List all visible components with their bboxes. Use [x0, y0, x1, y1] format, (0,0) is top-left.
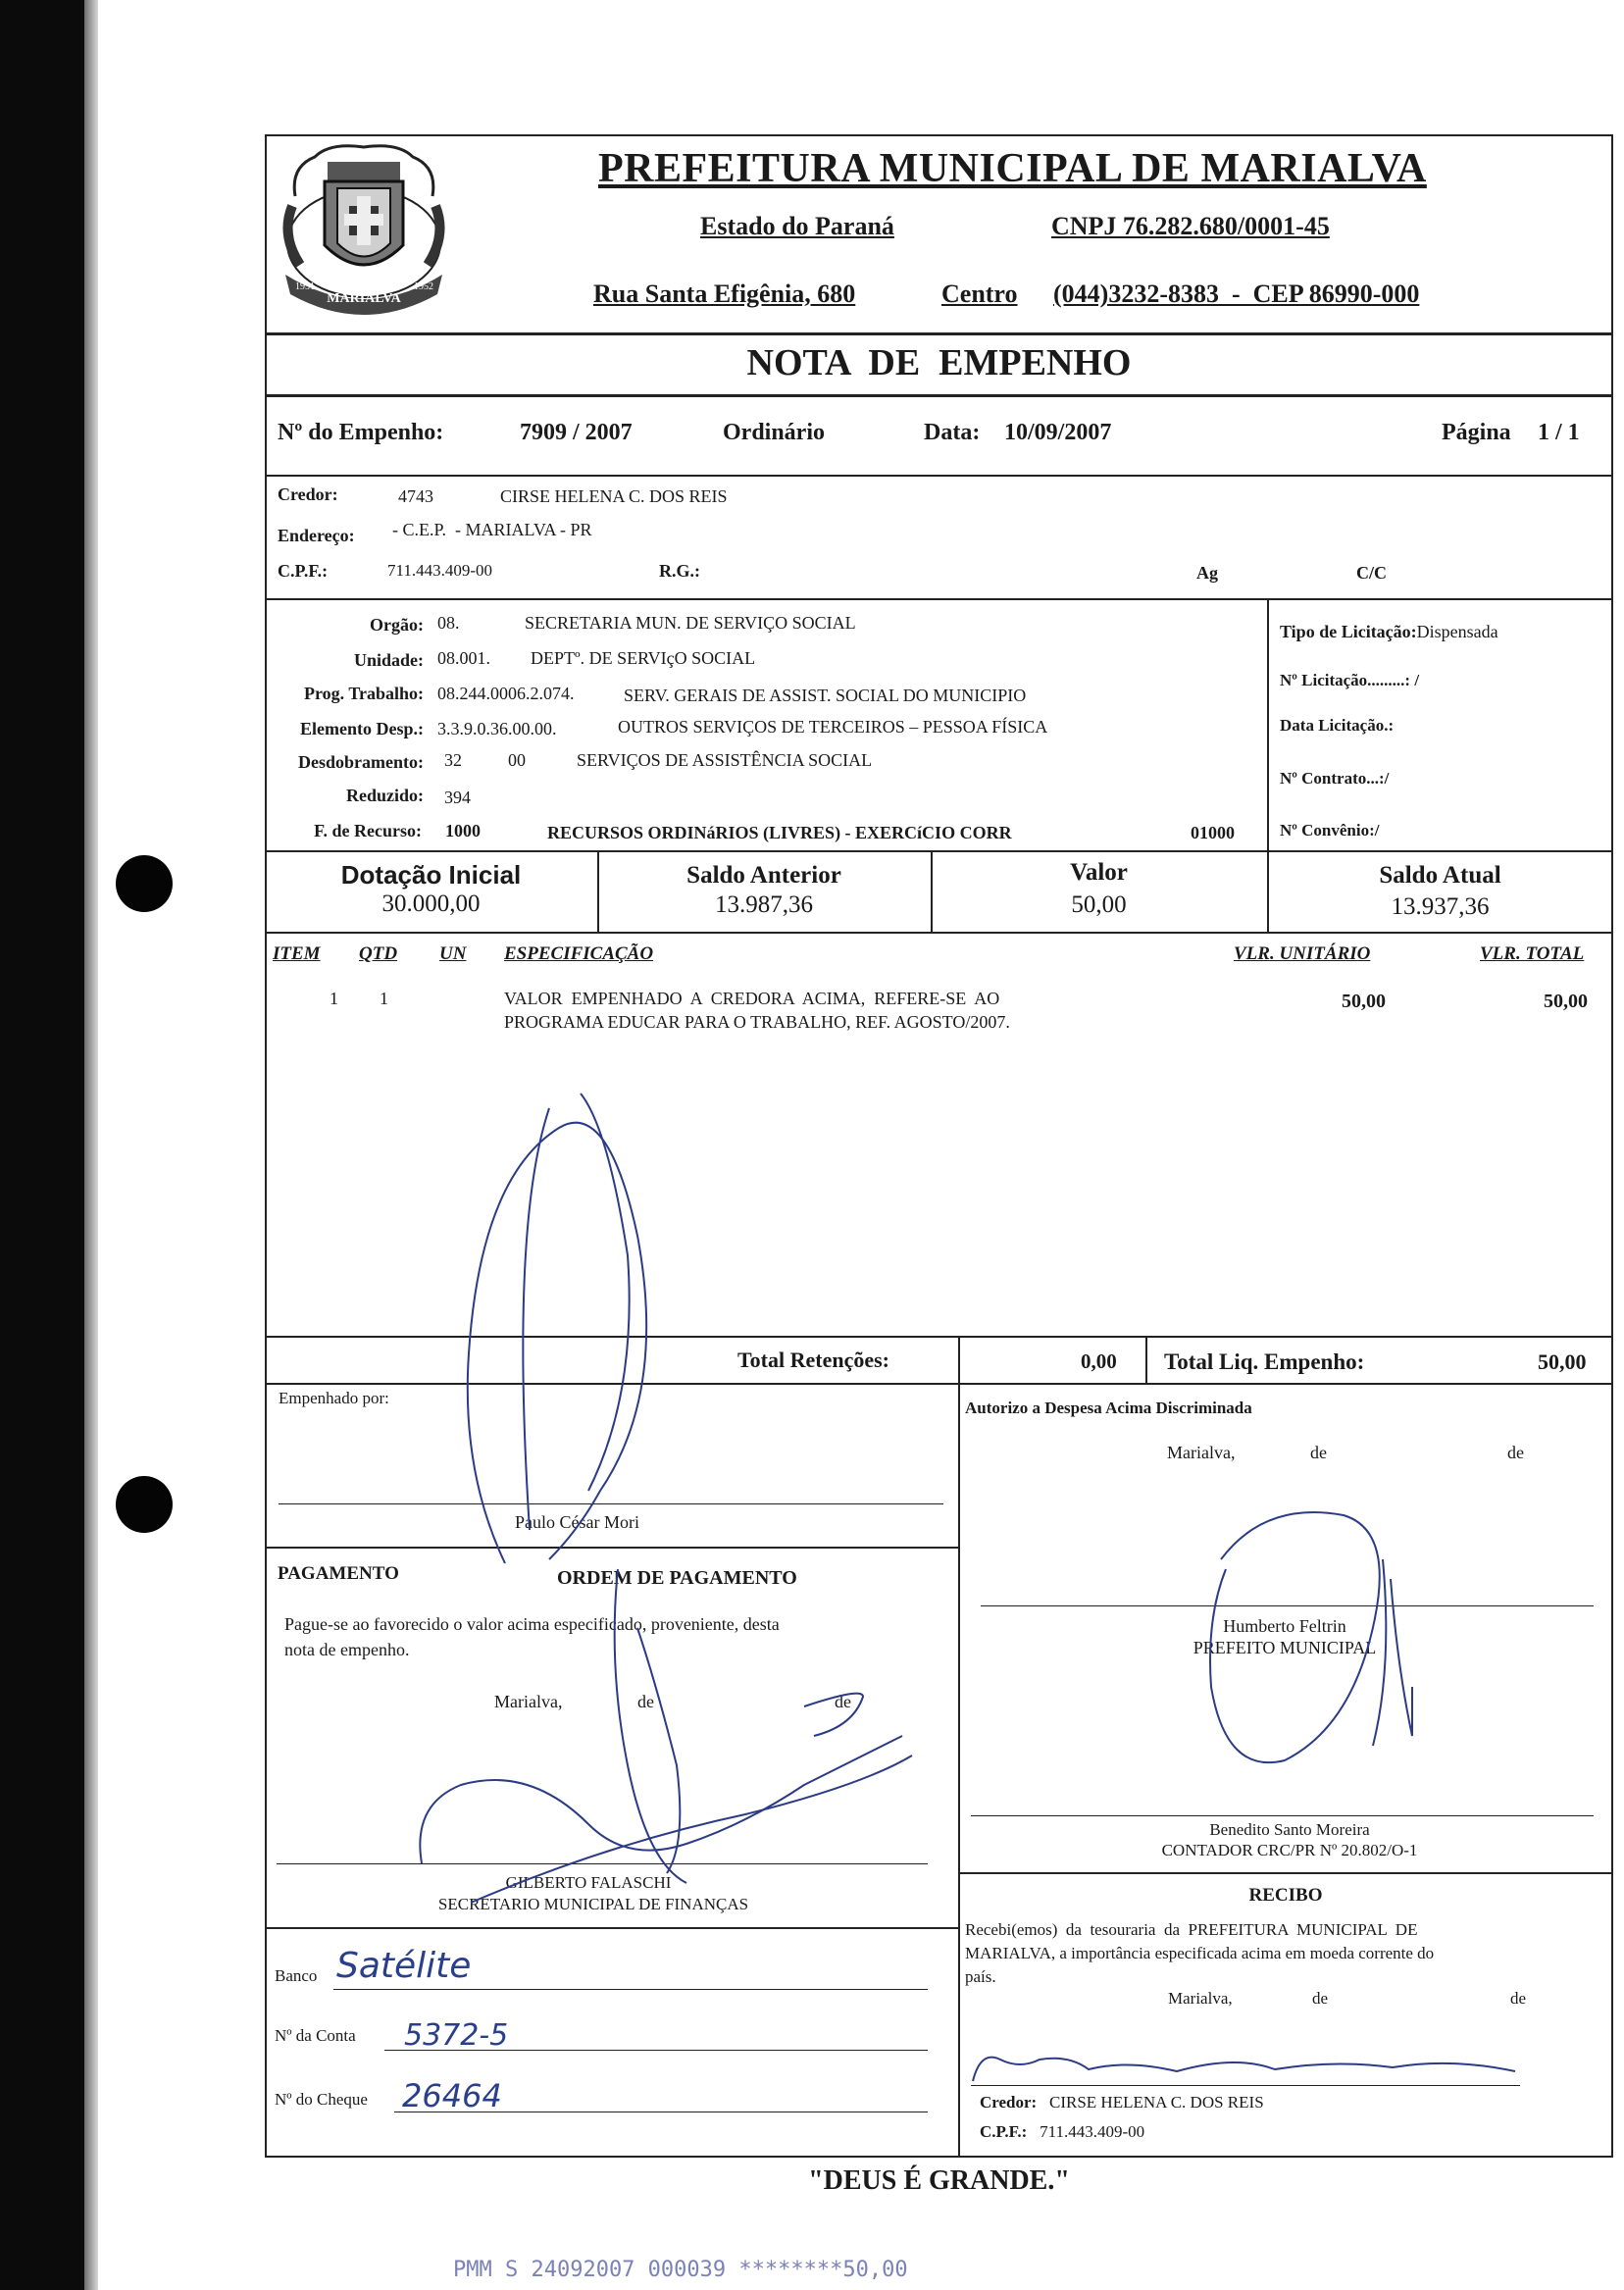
tipo-licitacao-label: Tipo de Licitação: [1280, 622, 1417, 641]
autorizo-label: Autorizo a Despesa Acima Discriminada [965, 1399, 1252, 1417]
autorizo-de-2: de [1507, 1443, 1524, 1462]
budget-label: F. de Recurso: [314, 821, 422, 840]
pagamento-text-1: Pague-se ao favorecido o valor acima especificado, proveniente, desta [284, 1614, 780, 1634]
budget-code: 1000 [445, 821, 481, 840]
empenho-date-label: Data: [924, 420, 981, 445]
budget-label: Prog. Trabalho: [303, 684, 424, 703]
budget-code-2: 00 [508, 750, 526, 770]
pagamento-text-2: nota de empenho. [284, 1640, 410, 1659]
state-label: Estado do Paraná [700, 212, 894, 240]
col-qtd: QTD [359, 943, 398, 964]
pagamento-city: Marialva, [494, 1692, 563, 1711]
empenhado-por-label: Empenhado por: [279, 1389, 389, 1407]
pagamento-de-2: de [835, 1692, 851, 1711]
saldo-atual-label: Saldo Atual [1379, 862, 1501, 889]
item-spec-line-1: VALOR EMPENHADO A CREDORA ACIMA, REFERE-SE AO [504, 989, 1000, 1008]
municipal-seal-icon [271, 127, 457, 324]
col-item: ITEM [273, 943, 321, 964]
budget-code: 08.244.0006.2.074. [437, 684, 575, 703]
conta-corrente-label: C/C [1356, 563, 1387, 583]
page-label: Página [1442, 420, 1511, 445]
contador-role: CONTADOR CRC/PR Nº 20.802/O-1 [1161, 1841, 1418, 1859]
district-label: Centro [941, 280, 1018, 308]
budget-code: 32 [444, 750, 462, 770]
contador-name: Benedito Santo Moreira [1209, 1820, 1370, 1839]
total-retencoes-value: 0,00 [1081, 1349, 1117, 1373]
autorizo-city: Marialva, [1167, 1443, 1236, 1462]
scan-black-edge [0, 0, 84, 2290]
recibo-credor [980, 2093, 1264, 2112]
item-spec-line-2: PROGRAMA EDUCAR PARA O TRABALHO, REF. AGOSTO/2007. [504, 1012, 1010, 1032]
saldo-atual-value: 13.937,36 [1391, 893, 1490, 920]
recibo-credor-value: CIRSE HELENA C. DOS REIS [1048, 2093, 1264, 2112]
total-liquido-value: 50,00 [1538, 1349, 1587, 1374]
credor-name: CIRSE HELENA C. DOS REIS [500, 486, 728, 506]
phone-cep-label: (044)3232-8383 - CEP 86990-000 [1053, 280, 1420, 308]
footer-stamp: PMM S 24092007 000039 ********50,00 [453, 2258, 908, 2282]
budget-extra: 01000 [1191, 823, 1235, 842]
cpf-label: C.P.F.: [278, 561, 329, 581]
cheque-label: Nº do Cheque [275, 2090, 368, 2109]
col-un: UN [439, 943, 467, 964]
seal-banner-text: MARIALVA [327, 291, 401, 306]
recibo-cpf-value: 711.443.409-00 [1040, 2122, 1145, 2141]
secretario-name: GILBERTO FALASCHI [505, 1873, 672, 1892]
budget-code: 3.3.9.0.36.00.00. [437, 719, 557, 738]
punch-hole-bottom [116, 1476, 173, 1533]
recibo-text-1: Recebi(emos) da tesouraria da PREFEITURA MUNICIPAL DE [965, 1920, 1418, 1939]
empenho-number-label: Nº do Empenho: [278, 420, 444, 445]
credor-code: 4743 [398, 486, 433, 506]
document-title: NOTA DE EMPENHO [746, 342, 1132, 383]
page-title: PREFEITURA MUNICIPAL DE MARIALVA [598, 146, 1427, 191]
total-liquido-label: Total Liq. Empenho: [1164, 1349, 1365, 1374]
valor-value: 50,00 [1071, 891, 1127, 918]
budget-label: Orgão: [370, 615, 424, 635]
pagamento-de-1: de [637, 1692, 654, 1711]
budget-label: Elemento Desp.: [300, 719, 424, 738]
recibo-cpf-label: C.P.F.: [980, 2122, 1028, 2141]
item-number: 1 [330, 989, 338, 1008]
empenho-date: 10/09/2007 [1004, 420, 1112, 445]
col-especificacao: ESPECIFICAÇÃO [504, 943, 654, 964]
dotacao-value: 30.000,00 [381, 891, 481, 917]
footer-motto: "DEUS É GRANDE." [808, 2165, 1070, 2196]
conta-handwritten: 5372-5 [404, 2018, 509, 2053]
prefeito-role: PREFEITO MUNICIPAL [1193, 1638, 1377, 1657]
tipo-licitacao [1280, 622, 1498, 642]
credor-label: Credor: [278, 484, 338, 504]
item-unit-value: 50,00 [1342, 991, 1386, 1012]
banco-handwritten: Satélite [336, 1946, 472, 1986]
budget-desc: OUTROS SERVIÇOS DE TERCEIROS – PESSOA FÍSICA [618, 717, 1048, 737]
empenho-type: Ordinário [723, 420, 826, 445]
budget-label: Reduzido: [345, 786, 424, 805]
total-retencoes-label: Total Retenções: [737, 1348, 889, 1372]
valor-label: Valor [1070, 859, 1128, 886]
recibo-de-1: de [1312, 1989, 1329, 2008]
dotacao-label: Dotação Inicial [340, 860, 522, 890]
empenhado-por-name: Paulo César Mori [515, 1512, 639, 1532]
budget-label: Unidade: [353, 650, 424, 670]
saldo-anterior-label: Saldo Anterior [686, 862, 841, 889]
rg-label: R.G.: [659, 561, 700, 581]
budget-desc: DEPTº. DE SERVIçO SOCIAL [531, 648, 756, 668]
endereco-label: Endereço: [278, 526, 355, 545]
secretario-role: SECRETARIO MUNICIPAL DE FINANÇAS [437, 1895, 749, 1913]
col-vlr-unitario: VLR. UNITÁRIO [1234, 943, 1371, 964]
endereco-value: - C.E.P. - MARIALVA - PR [392, 520, 592, 539]
budget-code: 08. [437, 613, 460, 633]
saldo-anterior-value: 13.987,36 [715, 891, 813, 918]
cheque-handwritten: 26464 [402, 2077, 502, 2114]
numero-licitacao: Nº Licitação.........: / [1280, 671, 1420, 689]
numero-contrato: Nº Contrato...:/ [1280, 769, 1390, 788]
budget-code: 08.001. [437, 648, 490, 668]
col-vlr-total: VLR. TOTAL [1480, 943, 1585, 964]
item-total-value: 50,00 [1544, 991, 1588, 1012]
banco-label: Banco [275, 1966, 318, 1985]
cnpj-label: CNPJ 76.282.680/0001-45 [1051, 212, 1330, 240]
budget-label: Desdobramento: [298, 752, 424, 772]
recibo-credor-label: Credor: [980, 2093, 1038, 2112]
seal-year-left: 1951 [295, 281, 315, 292]
pagamento-label: PAGAMENTO [278, 1563, 399, 1584]
cpf-value: 711.443.409-00 [387, 561, 493, 580]
budget-desc: SERV. GERAIS DE ASSIST. SOCIAL DO MUNICIPIO [624, 686, 1027, 705]
conta-label: Nº da Conta [275, 2026, 356, 2045]
numero-convenio: Nº Convênio:/ [1280, 821, 1380, 840]
recibo-city: Marialva, [1168, 1989, 1233, 2008]
address-label: Rua Santa Efigênia, 680 [593, 280, 856, 308]
recibo-text-2: MARIALVA, a importância especificada acima em moeda corrente do [965, 1944, 1435, 1962]
recibo-text-3: país. [965, 1967, 996, 1986]
tipo-licitacao-value: Dispensada [1416, 622, 1498, 641]
recibo-cpf [980, 2122, 1144, 2142]
seal-year-right: 1952 [414, 281, 433, 292]
ordem-pagamento-label: ORDEM DE PAGAMENTO [557, 1567, 797, 1589]
item-qtd: 1 [380, 989, 388, 1008]
budget-desc: SERVIÇOS DE ASSISTÊNCIA SOCIAL [577, 750, 873, 770]
data-licitacao: Data Licitação.: [1280, 716, 1395, 735]
recibo-title: RECIBO [1248, 1885, 1323, 1906]
empenho-number: 7909 / 2007 [520, 420, 633, 445]
recibo-de-2: de [1510, 1989, 1527, 2008]
page-number: 1 / 1 [1538, 420, 1580, 445]
budget-desc: SECRETARIA MUN. DE SERVIÇO SOCIAL [525, 613, 856, 633]
budget-code: 394 [444, 788, 471, 807]
punch-hole-top [116, 855, 173, 912]
autorizo-de-1: de [1310, 1443, 1327, 1462]
scan-gray-edge [84, 0, 98, 2290]
prefeito-name: Humberto Feltrin [1223, 1616, 1346, 1636]
budget-desc: RECURSOS ORDINáRIOS (LIVRES) - EXERCíCIO CORR [547, 823, 1012, 842]
agencia-label: Ag [1196, 563, 1218, 583]
